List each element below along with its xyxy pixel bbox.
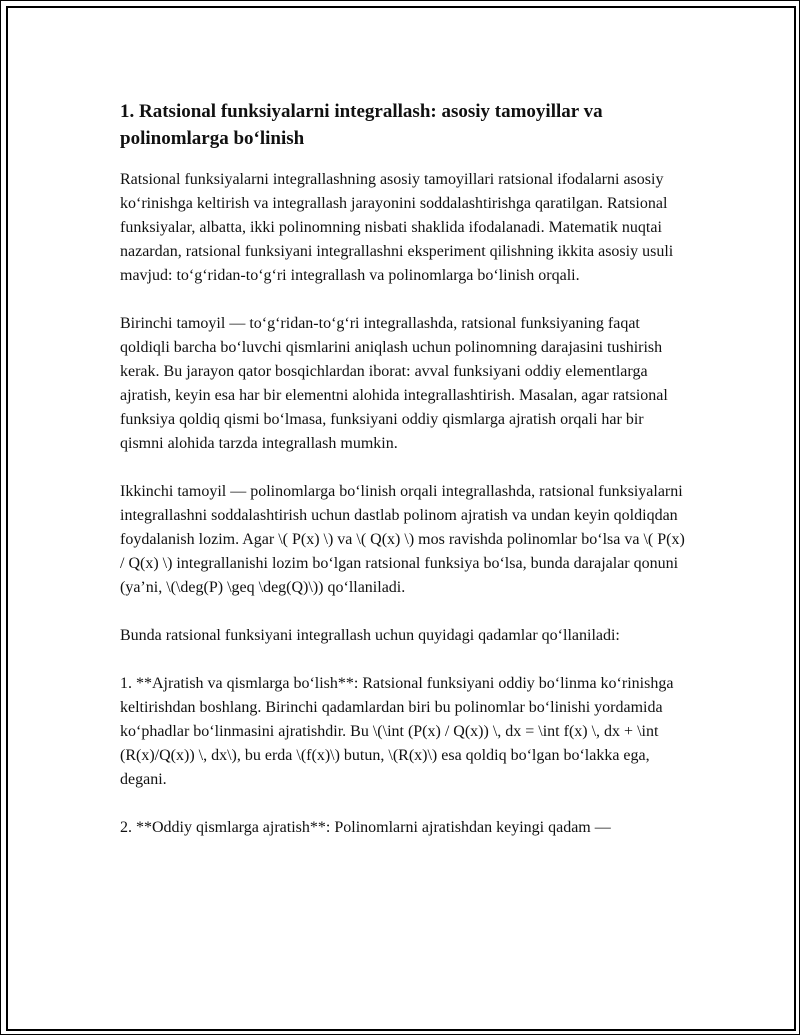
paragraph-second-principle: Ikkinchi tamoyil — polinomlarga bo‘linish orqali integrallashda, ratsional funksiyalarni integrallashni soddalashtirish uchun dastlab polinom ajratish va undan keyin qoldiqdan foydalanish lozim. Agar \( P(x) \) va \( Q(x) \) mos ravishda polinomlar bo‘lsa va \( P(x) / Q(x) \) integrallanishi lozim bo‘lgan ratsional funksiya bo‘lsa, bunda darajalar qonuni (ya’ni, \(\deg(P) \geq \deg(Q)\)) qo‘llaniladi. — [120, 483, 685, 596]
paragraph-first-principle: Birinchi tamoyil — to‘g‘ridan-to‘g‘ri integrallashda, ratsional funksiyaning faqat qoldiqli barcha bo‘luvchi qismlarini aniqlash uchun polinomning darajasini tushirish kerak. Bu jarayon qator bosqichlardan iborat: avval funksiyani oddiy elementlarga ajratish, keyin esa har bir elementni alohida integrallashtirish. Masalan, agar ratsional funksiya qoldiq qismi bo‘lmasa, funksiyani oddiy qismlarga ajratish orqali har bir qismni alohida tarzda integrallash mumkin. — [120, 315, 668, 452]
paragraph-step-1: 1. **Ajratish va qismlarga bo‘lish**: Ratsional funksiyani oddiy bo‘linma ko‘rinishga keltirishdan boshlang. Birinchi qadamlardan biri bu polinomlar bo‘linishi yordamida ko‘phadlar bo‘linmasini ajratishdir. Bu \(\int (P(x) / Q(x)) \, dx = \int f(x) \, dx + \int (R(x)/Q(x)) \, dx\), bu erda \(f(x)\) butun, \(R(x)\) esa qoldiq bo‘lgan bo‘lakka ega, degani. — [120, 675, 674, 788]
paragraph-step-2: 2. **Oddiy qismlarga ajratish**: Polinomlarni ajratishdan keyingi qadam — — [120, 819, 611, 836]
paragraph-intro: Ratsional funksiyalarni integrallashning asosiy tamoyillari ratsional ifodalarni asosiy ko‘rinishga keltirish va integrallash jarayonini soddalashtirishga qaratilgan. Ratsional funksiyalar, albatta, ikki polinomning nisbati shaklida ifodalanadi. Matematik nuqtai nazardan, ratsional funksiyani integrallashni eksperiment qilishning ikkita asosiy usuli mavjud: to‘g‘ridan-to‘g‘ri integrallash va polinomlarga bo‘linish orqali. — [120, 171, 674, 284]
paragraph-steps-intro: Bunda ratsional funksiyani integrallash uchun quyidagi qadamlar qo‘llaniladi: — [120, 627, 620, 644]
section-heading: 1. Ratsional funksiyalarni integrallash: asosiy tamoyillar va polinomlarga bo‘linish — [120, 101, 603, 149]
page-border — [6, 6, 796, 1031]
document-body — [120, 98, 690, 864]
